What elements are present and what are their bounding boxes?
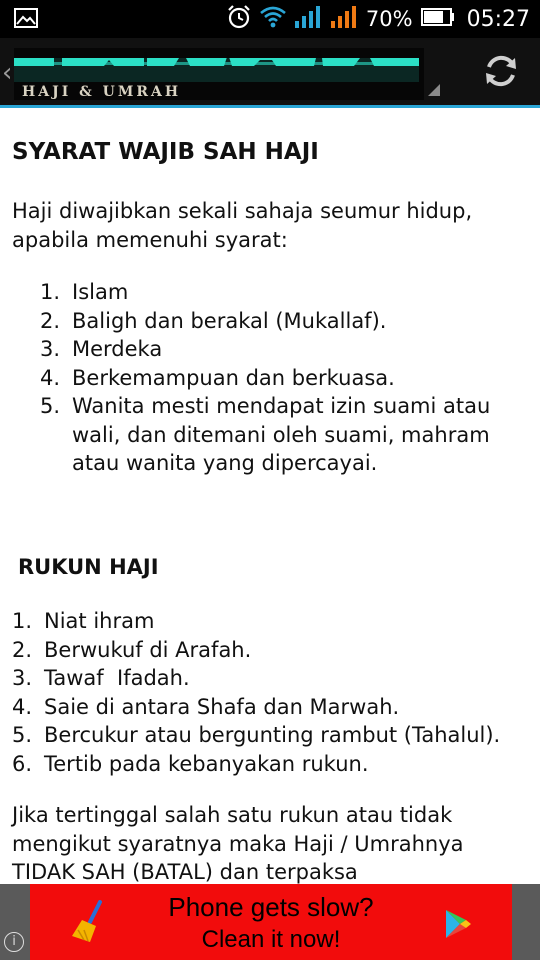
list-item: 5. Bercukur atau bergunting rambut (Tahalul).: [12, 723, 501, 747]
list-item: 5. Wanita mesti mendapat izin suami atau wali, dan ditemani oleh suami, mahram atau wanita yang dipercayai.: [40, 394, 491, 475]
closing-paragraph: Jika tertinggal salah satu rukun atau tidak mengikut syaratnya maka Haji / Umrahnya TIDAK SAH (BATAL) dan terpaksa: [12, 803, 464, 884]
list-item: 2. Baligh dan berakal (Mukallaf).: [40, 308, 387, 333]
syarat-list: [40, 278, 510, 478]
heading-syarat-wajib: SYARAT WAJIB SAH HAJI: [12, 139, 319, 165]
list-item: 3. Merdeka: [40, 337, 163, 361]
heading-rukun-haji: RUKUN HAJI: [18, 555, 159, 579]
list-item: 3. Tawaf Ifadah.: [12, 666, 190, 690]
list-item: 1. Islam: [40, 280, 129, 304]
image-icon: [14, 8, 38, 32]
ad-subline: Clean it now!: [201, 926, 341, 953]
overflow-corner-icon: [428, 84, 440, 96]
app-banner: [14, 48, 424, 100]
wifi-icon: [260, 5, 286, 33]
ad-banner: [0, 884, 540, 960]
signal-icon: [330, 5, 358, 33]
signal-icon: [294, 5, 322, 33]
play-store-icon: [444, 908, 472, 940]
ad-cleaner-button[interactable]: [30, 884, 512, 960]
list-item: 6. Tertib pada kebanyakan rukun.: [12, 751, 369, 776]
list-item: 2. Berwukuf di Arafah.: [12, 637, 252, 662]
info-icon[interactable]: i: [4, 932, 24, 952]
article-content[interactable]: [0, 111, 540, 884]
banner-title: HAJI & UMRAH: [22, 84, 182, 100]
back-chevron-icon[interactable]: ‹: [2, 58, 13, 88]
status-bar: [0, 0, 540, 38]
ad-headline: Phone gets slow?: [168, 892, 374, 922]
list-item: 4. Berkemampuan dan berkuasa.: [40, 365, 395, 390]
intro-paragraph: Haji diwajibkan sekali sahaja seumur hidup, apabila memenuhi syarat:: [12, 199, 473, 252]
refresh-button[interactable]: [480, 50, 522, 92]
refresh-icon: [480, 50, 522, 92]
battery-percent: 70%: [365, 7, 413, 31]
battery-icon: [421, 8, 455, 30]
rukun-list: [12, 607, 527, 778]
clock: 05:27: [466, 6, 530, 32]
action-bar: [0, 38, 540, 108]
list-item: 4. Saie di antara Shafa dan Marwah.: [12, 694, 400, 719]
alarm-icon: [226, 4, 252, 34]
banner-fineprint: [268, 84, 418, 96]
list-item: 1. Niat ihram: [12, 609, 155, 633]
